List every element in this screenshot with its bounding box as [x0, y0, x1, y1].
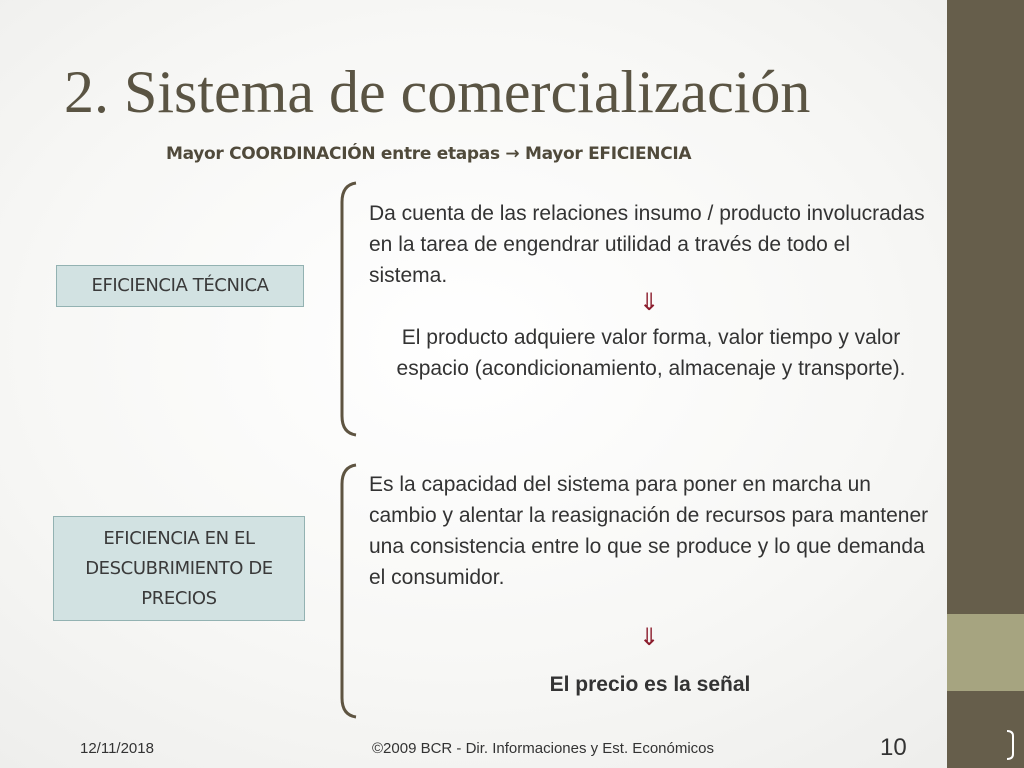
description-eficiencia-precios: Es la capacidad del sistema para poner en marcha un cambio y alentar la reasignación de recursos para mantener una consistencia entre lo que se produce y lo que demanda el consumidor.: [369, 473, 929, 589]
down-double-arrow-icon: ⇓: [639, 623, 660, 651]
decorative-bracket-icon: [1005, 730, 1015, 760]
decorative-side-band-accent: [947, 614, 1024, 691]
label-eficiencia-tecnica: EFICIENCIA TÉCNICA: [56, 265, 304, 307]
down-double-arrow-icon: ⇓: [639, 288, 660, 316]
result-eficiencia-tecnica: El producto adquiere valor forma, valor tiempo y valor espacio (acondicionamiento, almacenaje y transporte).: [396, 326, 906, 380]
footer-copyright: ©2009 BCR - Dir. Informaciones y Est. Económicos: [372, 740, 715, 757]
description-eficiencia-tecnica: Da cuenta de las relaciones insumo / producto involucradas en la tarea de engendrar utilidad a través de todo el sistema.: [369, 202, 925, 287]
footer-date: 12/11/2018: [80, 740, 154, 757]
left-brace-icon: [336, 462, 360, 720]
left-brace-icon: [336, 180, 360, 438]
slide-title: 2. Sistema de comercialización: [64, 59, 811, 125]
label-eficiencia-precios: EFICIENCIA EN EL DESCUBRIMIENTO DE PRECIOS: [53, 516, 305, 621]
result-eficiencia-precios: El precio es la señal: [549, 673, 751, 696]
slide-page-number: 10: [880, 734, 907, 761]
slide-subtitle: Mayor COORDINACIÓN entre etapas → Mayor EFICIENCIA: [166, 144, 692, 164]
